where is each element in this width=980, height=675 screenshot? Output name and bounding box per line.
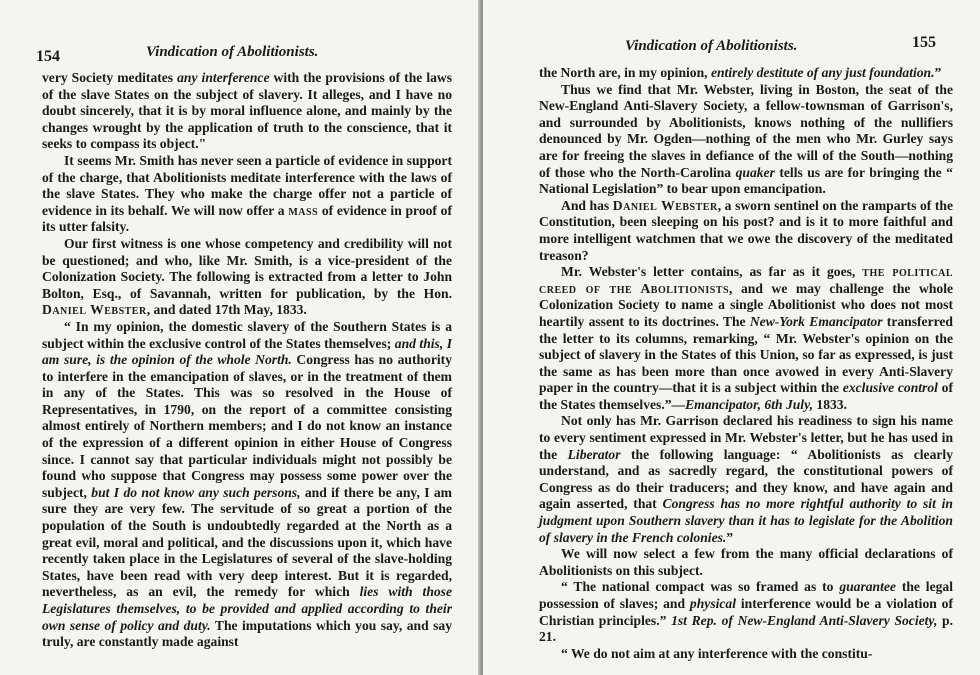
paragraph <box>539 413 953 546</box>
text-run: and if there be any, I am sure they are very few. The servitude of so great a portion of the population of the South is undoubtedly regarded at the North as a great evil, moral and political, and the discussions upon it, which have recently taken place in the Legislatures of several of the slave-holding States, have been read with very deep interest. But it is regarded, nevertheless, as an evil, the remedy for which <box>42 484 452 600</box>
paragraph <box>539 65 953 82</box>
text-run: ” <box>934 65 942 80</box>
text-run: Not only has Mr. Garrison declared his readiness to sign his name to every sentiment expressed in Mr. Webster's letter, but he has used in the <box>539 413 953 462</box>
running-head: Vindication of Abolitionists. <box>625 38 798 54</box>
small-caps-text: Daniel Webster <box>42 302 147 318</box>
text-run: It seems Mr. Smith has never seen a particle of evidence in support of the charge, that Abolitionists meditate interference with the laws of the slave States. They who make the charge offer not a particle of evidence in its behalf. We will now offer a <box>42 152 452 218</box>
paragraph <box>539 198 953 264</box>
italic-text: New-York Emancipator <box>749 313 883 329</box>
text-run: ” <box>726 529 734 545</box>
text-run: And has <box>561 197 613 213</box>
text-run: very Society meditates <box>42 70 178 85</box>
text-run: Thus we find that Mr. Webster, living in Boston, the seat of the New-England Anti-Slavery Society, a fellow-townsman of Garrison's, and surrounded by Abolitionists, knows nothing of the nullifiers denounced by Mr. Ogden—nothing of the men who Mr. Gurley says are for freeing the slaves in defiance of the will of the South—nothing of those who the North-Carolina <box>539 81 953 180</box>
text-run: with the provisions of the laws of the slave States on the subject of slavery. It alleges, and I have no doubt sincerely, that it is by moral influence alone, and mainly by the changes wrought by the application of truth to the conscience, that it seeks to compass its object." <box>42 70 452 152</box>
italic-text: any interference <box>177 70 270 85</box>
page-number: 155 <box>912 34 936 51</box>
text-run: of evidence in proof of its utter falsity. <box>42 202 452 235</box>
paragraph <box>42 70 452 153</box>
paragraph <box>539 82 953 198</box>
italic-text: exclusive control <box>842 380 938 396</box>
paragraph <box>539 264 953 413</box>
italic-text: guarantee <box>839 579 896 595</box>
small-caps-text: the political creed of the Abolitionists <box>539 264 953 296</box>
text-run: transferred the letter to its columns, remarking, “ Mr. Webster's opinion on the subject of slavery in the States of this Union, so far as expressed, is just the same as has been more than once avowed in every Anti-Slavery paper in the country—that it is a subject within the <box>539 313 953 396</box>
italic-text: Liberator <box>567 446 621 462</box>
text-run: tells us are for bringing the “ National Legislation” to bear upon emancipation. <box>539 164 953 197</box>
text-run: the legal possession of slaves; and <box>539 579 953 611</box>
running-head: Vindication of Abolitionists. <box>146 44 319 60</box>
text-run: , and dated 17th May, 1833. <box>146 302 307 318</box>
italic-text: Emancipator, 6th July, <box>685 396 814 412</box>
italic-text: entirely destitute of any just foundation. <box>710 65 935 80</box>
text-run: Mr. Webster's letter contains, as far as it goes, <box>561 264 863 280</box>
paragraph <box>42 319 452 651</box>
text-run: interference would be a violation of Christian principles.” <box>539 596 953 628</box>
italic-text: lies with those Legislatures themselves, to be provided and applied according to their own sense of policy and duty. <box>42 584 452 633</box>
paragraph <box>42 236 452 319</box>
italic-text: quaker <box>735 164 775 180</box>
italic-text: physical <box>689 596 736 611</box>
italic-text: but I do not know any such persons, <box>91 484 301 500</box>
text-run: Our first witness is one whose competency and credibility will not be questioned; and who, like Mr. Smith, is a vice-president of the Colonization Society. The following is extracted from a letter to John Bolton, Esq., of Savannah, written for publication, by the Hon. <box>42 235 452 301</box>
left-page <box>0 0 480 675</box>
paragraph <box>539 646 953 663</box>
paragraph <box>42 153 452 236</box>
right-page <box>483 0 980 675</box>
italic-text: and this, I am sure, is the opinion of the whole North. <box>42 335 452 368</box>
right-page-body <box>539 65 953 662</box>
text-run: 1833. <box>813 396 847 412</box>
text-run: We will now select a few from the many official declarations of Abolitionists on this subject. <box>539 546 953 578</box>
text-run: the North are, in my opinion, <box>539 65 711 80</box>
italic-text: Congress has no more rightful authority to sit in judgment upon Southern slavery than it has to legislate for the Abolition of slavery in the French colonies. <box>539 496 953 545</box>
text-run: the following language: “ Abolitionists as clearly understand, and as sacredly regard, the constitutional powers of Congress as do their traducers; and they know, and have again and again asserted, that <box>539 446 953 512</box>
text-run: , a sworn sentinel on the ramparts of the Constitution, been sleeping on his post? and is it to more faithful and more intelligent watchmen that we owe the discovery of the meditated treason? <box>539 197 953 263</box>
small-caps-text: mass <box>288 202 319 218</box>
text-run: “ In my opinion, the domestic slavery of the Southern States is a subject within the exclusive control of the States themselves; <box>42 318 452 351</box>
text-run: of the States themselves.”— <box>539 380 953 412</box>
italic-text: 1st Rep. of New-England Anti-Slavery Society, <box>671 612 938 628</box>
paragraph <box>539 546 953 579</box>
text-run: , and we may challenge the whole Colonization Society to name a single Abolitionist who does not most heartily assent to its doctrines. The <box>539 280 954 329</box>
small-caps-text: Daniel Webster <box>612 197 718 213</box>
text-run: Congress has no authority to interfere in the emancipation of slaves, or in the treatment of them in any of the States. This was so resolved in the House of Representatives, in 1790, on the report of a committee consisting almost entirely of Northern members; and I do not know an instance of the expression of a different opinion in either House of Congress since. I cannot say that particular individuals might not possibly be found who suppose that Congress may possess some power over the subject, <box>42 352 452 500</box>
text-run: “ We do not aim at any interference with the constitu- <box>561 645 873 661</box>
left-page-body <box>42 70 452 651</box>
text-run: “ The national compact was so framed as to <box>561 579 840 595</box>
paragraph <box>539 579 953 645</box>
text-run: p. 21. <box>539 612 953 645</box>
text-run: The imputations which you say, and say truly, are constantly made against <box>42 617 452 650</box>
page-number: 154 <box>36 48 60 65</box>
